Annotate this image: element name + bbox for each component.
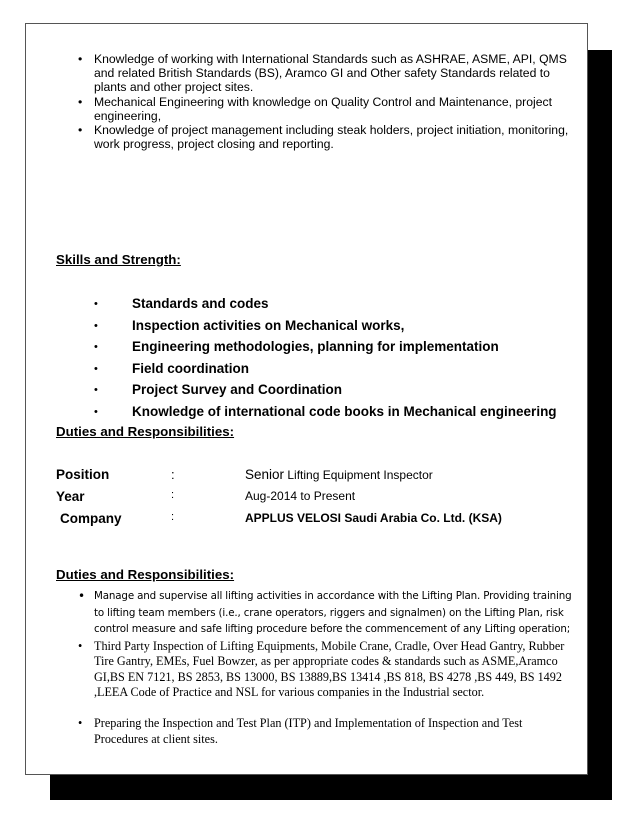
bullet-icon: •: [94, 319, 98, 332]
bullet-icon: •: [78, 52, 83, 66]
list-item: • Third Party Inspection of Lifting Equipments, Mobile Crane, Cradle, Over Head Gantry, Rubber Tire Gantry, EMEs, Fuel Bowzer, as per appropriate codes & standards such as ASME,Aramco GI,BS EN 7121, BS 2853, BS 13000, BS 13889,BS 13414 ,BS 818, BS 4278 ,BS 449, BS 1492 ,LEEA Code of Practice and NSL for various companies in the Industrial sector.: [78, 639, 565, 699]
company-value: APPLUS VELOSI Saudi Arabia Co. Ltd. (KSA): [245, 511, 502, 525]
skill-item: • Engineering methodologies, planning for implementation: [94, 339, 499, 354]
position-colon: :: [171, 467, 175, 482]
year-colon: :: [171, 489, 175, 501]
page-shadow-right: [588, 50, 612, 800]
skill-item: • Project Survey and Coordination: [94, 382, 343, 397]
skill-item: • Knowledge of international code books in Mechanical engineering: [94, 403, 557, 419]
year-value: Aug-2014 to Present: [245, 489, 356, 503]
list-item: • Manage and supervise all lifting activities in accordance with the Lifting Plan. Providing training to lifting team members (i.e., crane operators, riggers and signalmen) on the Lifting Plan, risk control measure and safe lifting procedure before the commencement of any Lifting operation;: [78, 589, 572, 636]
skills-heading: Skills and Strength:: [56, 252, 181, 267]
list-item: • Knowledge of project management including steak holders, project initiation, monitoring, work progress, project closing and reporting.: [78, 123, 569, 152]
company-label: Company: [60, 511, 122, 526]
list-item: • Preparing the Inspection and Test Plan (ITP) and Implementation of Inspection and Test Procedures at client sites.: [78, 716, 523, 746]
list-item: • Mechanical Engineering with knowledge on Quality Control and Maintenance, project engineering,: [78, 94, 552, 123]
duties-list: [78, 588, 578, 747]
bullet-icon: •: [78, 639, 83, 654]
skill-item: • Inspection activities on Mechanical works,: [94, 317, 405, 333]
bullet-icon: •: [94, 384, 98, 396]
knowledge-list: [78, 52, 578, 151]
year-row: [56, 489, 576, 509]
position-value: Senior Lifting Equipment Inspector: [245, 467, 433, 482]
bullet-icon: •: [94, 298, 98, 310]
duties-heading: Duties and Responsibilities:: [56, 567, 235, 582]
bullet-icon: •: [94, 362, 98, 375]
bullet-icon: •: [78, 589, 85, 603]
position-label: Position: [56, 467, 110, 482]
bullet-icon: •: [78, 94, 83, 109]
list-item: • Knowledge of working with International Standards such as ASHRAE, ASME, API, QMS and related British Standards (BS), Aramco GI and Other safety Standards related to plants and other project sites.: [78, 52, 567, 95]
page-shadow-bottom: [50, 775, 612, 800]
skills-list: [90, 295, 570, 424]
skill-item: • Standards and codes: [94, 296, 269, 311]
duties-heading: Duties and Responsibilities:: [56, 424, 235, 439]
bullet-icon: •: [78, 123, 83, 138]
company-colon: :: [171, 511, 175, 523]
bullet-icon: •: [94, 341, 98, 353]
bullet-icon: •: [94, 405, 98, 418]
company-row: [56, 511, 576, 531]
document-page: [25, 23, 588, 775]
year-label: Year: [56, 489, 85, 504]
position-row: [56, 467, 576, 487]
bullet-icon: •: [78, 716, 83, 731]
skill-item: • Field coordination: [94, 360, 249, 376]
